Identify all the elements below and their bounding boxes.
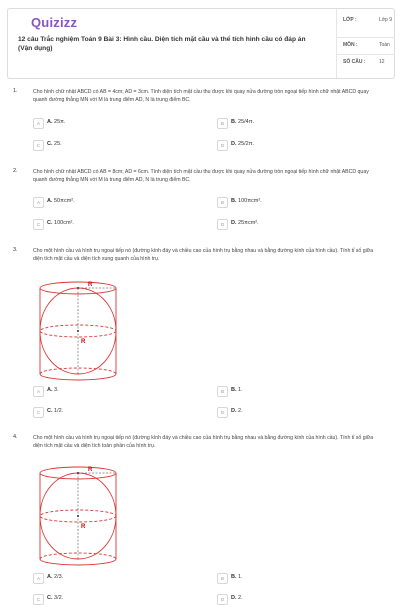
option-value: 25π. — [54, 119, 66, 125]
option-value: 2/3. — [54, 574, 64, 580]
radius-label-center: R — [81, 524, 86, 530]
option-label: B. — [231, 119, 237, 125]
option-label: C. — [47, 595, 53, 601]
sphere-center-point — [77, 515, 79, 517]
option-letter: D — [217, 219, 228, 230]
question-text: Cho một hình cầu và hình trụ ngoại tiếp nó (đường kính đáy và chiều cao của hình trụ bằng nhau và bằng đường kính của hình cầu). Tính tỉ số giữa diện tích mặt cầu và diện tích xung quanh của hình trụ. — [33, 248, 374, 263]
option-value: 1. — [238, 387, 243, 393]
question-text: Cho hình chữ nhật ABCD có AB = 4cm; AD = 3cm. Tính diện tích mặt cầu thu được khi quay nửa đường tròn ngoại tiếp hình chữ nhật ABCD quay quanh đường thẳng MN với M là trung điểm AD, N là trung điểm BC. — [33, 89, 369, 104]
radius-label-top: R — [88, 467, 93, 473]
option-label: A. — [47, 387, 53, 393]
option-label: B. — [231, 574, 237, 580]
option-letter: A — [33, 386, 44, 397]
question-number: 2. — [13, 168, 18, 174]
option-letter: A — [33, 573, 44, 584]
question-count-value: 12 — [379, 59, 385, 65]
option-label: C. — [47, 408, 53, 414]
radius-label-top: R — [88, 282, 93, 288]
option-value: 50πcm². — [54, 198, 75, 204]
option-letter: D — [217, 594, 228, 605]
option-value: 25/2π. — [238, 141, 255, 147]
option-letter: B — [217, 118, 228, 129]
option-value: 1. — [238, 574, 243, 580]
option-letter: D — [217, 140, 228, 151]
option-letter: B — [217, 573, 228, 584]
cylinder-bottom-front — [40, 559, 116, 565]
option-label: C. — [47, 141, 53, 147]
worksheet-meta — [336, 9, 395, 78]
option-letter: C — [33, 219, 44, 230]
option-value: 1/2. — [54, 408, 64, 414]
option-value: 100cm². — [54, 220, 74, 226]
meta-divider — [337, 37, 395, 38]
option-value: 100πcm². — [238, 198, 262, 204]
option-label: D. — [231, 141, 237, 147]
meta-divider — [337, 54, 395, 55]
option-value: 3/2. — [54, 595, 64, 601]
option-label: A. — [47, 198, 53, 204]
option-label: D. — [231, 220, 237, 226]
option-label: A. — [47, 574, 53, 580]
worksheet-title: 12 câu Trắc nghiệm Toán 9 Bài 3: Hình cầu. Diện tích mặt cầu và thể tích hình cầu có đáp án (Vận dụng) — [18, 36, 306, 52]
option-value: 2. — [238, 595, 243, 601]
option-label: C. — [47, 220, 53, 226]
option-letter: A — [33, 118, 44, 129]
radius-label-center: R — [81, 339, 86, 345]
grade-label: LỚP : — [343, 17, 357, 23]
option-label: B. — [231, 198, 237, 204]
option-label: D. — [231, 595, 237, 601]
question-number: 1. — [13, 88, 18, 94]
option-letter: C — [33, 140, 44, 151]
option-value: 25. — [54, 141, 62, 147]
worksheet-header — [7, 8, 395, 79]
option-letter: B — [217, 197, 228, 208]
grade-value: Lớp 9 — [379, 17, 393, 23]
subject-value: Toán — [379, 42, 390, 48]
question-text: Cho hình chữ nhật ABCD có AB = 8cm; AD = 6cm. Tính diện tích mặt cầu thu được khi quay nửa đường tròn ngoại tiếp hình chữ nhật ABCD quay quanh đường thẳng MN với M là trung điểm AD, N là trung điểm BC. — [33, 169, 369, 184]
option-value: 25/4π. — [238, 119, 255, 125]
option-value: 2. — [238, 408, 243, 414]
option-letter: C — [33, 594, 44, 605]
option-letter: A — [33, 197, 44, 208]
sphere-in-cylinder-figure — [33, 278, 123, 388]
question-number: 4. — [13, 434, 18, 440]
logo-text: Quizizz — [31, 15, 78, 30]
question-text: Cho một hình cầu và hình trụ ngoại tiếp nó (đường kính đáy và chiều cao của hình trụ bằng nhau và bằng đường kính của hình cầu). Tính tỉ số giữa diện tích mặt cầu và diện tích toàn phần của hình trụ. — [33, 435, 374, 450]
option-label: B. — [231, 387, 237, 393]
subject-label: MÔN : — [343, 42, 358, 48]
sphere-in-cylinder-figure — [33, 463, 123, 573]
sphere-center-point — [77, 330, 79, 332]
option-label: D. — [231, 408, 237, 414]
top-center-point — [77, 287, 79, 289]
option-letter: D — [217, 407, 228, 418]
cylinder-bottom-front — [40, 374, 116, 380]
option-letter: B — [217, 386, 228, 397]
top-center-point — [77, 472, 79, 474]
option-label: A. — [47, 119, 53, 125]
question-number: 3. — [13, 247, 18, 253]
question-count-label: SỐ CÂU : — [343, 59, 366, 65]
option-value: 25πcm². — [238, 220, 259, 226]
option-letter: C — [33, 407, 44, 418]
option-value: 3. — [54, 387, 59, 393]
